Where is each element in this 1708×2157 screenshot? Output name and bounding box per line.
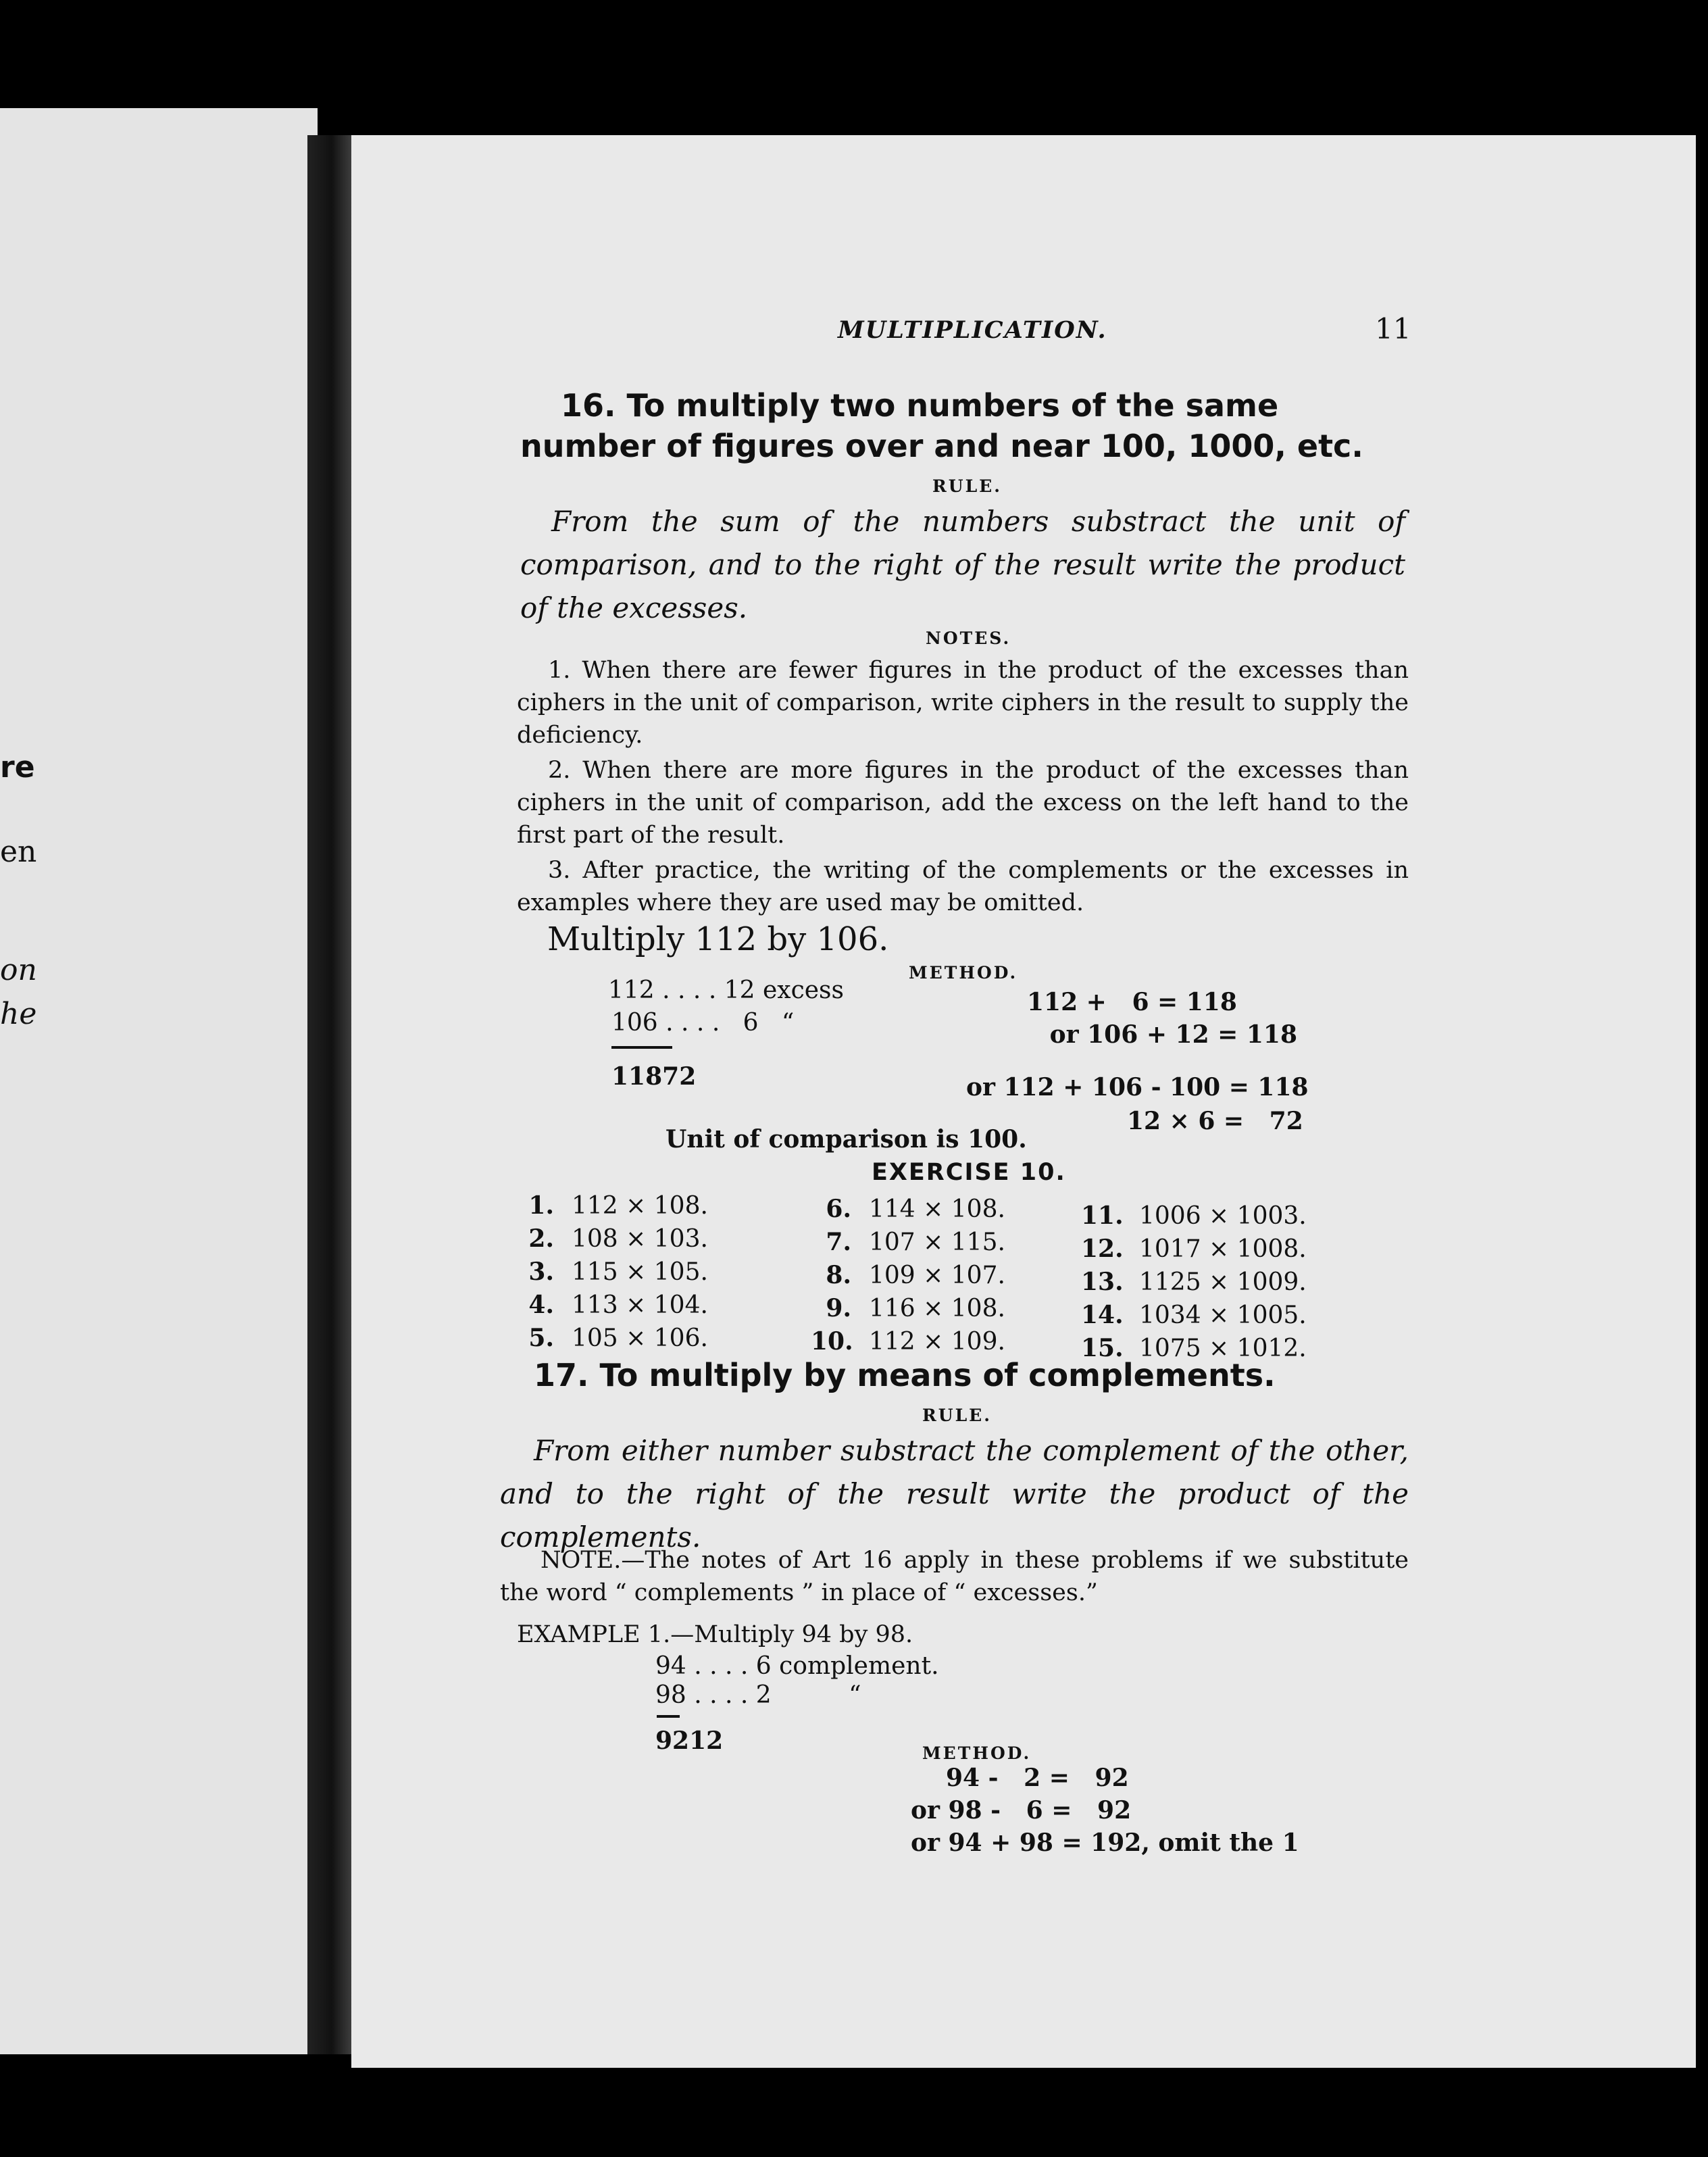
note-3: 3. After practice, the writing of the complements or the excesses in examples where they are used may be omitted. [517, 857, 1409, 916]
complement-work-line-1: 94 . . . . 6 complement. [655, 1652, 939, 1680]
exercise-expression: 1017 × 1008. [1139, 1235, 1307, 1263]
section-17-title: To multiply by means of complements. [599, 1357, 1276, 1393]
exercise-number: 5. [528, 1324, 554, 1352]
exercise-expression: 108 × 103. [572, 1225, 708, 1253]
exercise-expression: 107 × 115. [869, 1229, 1005, 1256]
section-16-method-label: METHOD. [909, 963, 1018, 983]
left-page [0, 108, 318, 2054]
work-underline [611, 1046, 672, 1049]
exercise-expression: 105 × 106. [572, 1324, 708, 1352]
exercise-item [811, 1325, 1005, 1358]
exercise-item [1081, 1199, 1307, 1233]
complement-work-result: 9212 [655, 1727, 724, 1755]
exercise-column-1 [513, 1189, 708, 1355]
exercise-number: 11. [1081, 1201, 1124, 1230]
exercise-column-2 [811, 1193, 1005, 1358]
exercise-number: 13. [1081, 1268, 1124, 1296]
section-17-rule-text: From either number substract the complement of the other, and to the right of the result write the product of the complements. [500, 1434, 1409, 1554]
exercise-number: 1. [528, 1191, 554, 1220]
complement-calc-1: 94 - 2 = 92 [946, 1764, 1129, 1792]
section-17-note: NOTE.—The notes of Art 16 apply in these problems if we substitute the word “ complements ” in place of “ excesses.” [500, 1547, 1409, 1606]
exercise-number: 14. [1081, 1301, 1124, 1329]
exercise-item [513, 1256, 708, 1289]
method-calc-1: 112 + 6 = 118 [1027, 988, 1237, 1016]
section-16-number: 16. [561, 387, 616, 424]
section-16-example-title: Multiply 112 by 106. [547, 920, 889, 958]
exercise-number: 8. [826, 1261, 851, 1289]
section-16-notes [517, 654, 1409, 922]
exercise-expression: 113 × 104. [572, 1291, 708, 1319]
exercise-expression: 109 × 107. [869, 1262, 1005, 1289]
exercise-number: 7. [826, 1228, 851, 1256]
exercise-number: 15. [1081, 1334, 1124, 1362]
complement-calc-3: or 94 + 98 = 192, omit the 1 [911, 1829, 1299, 1857]
left-page-fragment-2: en [0, 835, 37, 869]
running-title: MULTIPLICATION. [838, 316, 1107, 344]
complement-work-line-2: 98 . . . . 2 “ [655, 1681, 861, 1709]
exercise-number: 2. [528, 1224, 554, 1253]
exercise-expression: 112 × 109. [869, 1328, 1005, 1356]
exercise-number: 4. [528, 1291, 554, 1319]
work-result: 11872 [611, 1062, 697, 1091]
section-16-heading [520, 385, 1405, 466]
method-calc-4: 12 × 6 = 72 [1127, 1107, 1303, 1135]
section-17-method-label: METHOD. [922, 1743, 1032, 1763]
exercise-10-title: EXERCISE 10. [872, 1159, 1066, 1186]
section-16-notes-label: NOTES. [926, 628, 1011, 648]
exercise-item [513, 1322, 708, 1355]
exercise-item [811, 1292, 1005, 1325]
complement-calc-2: or 98 - 6 = 92 [911, 1796, 1132, 1825]
left-page-fragment-1: re [0, 750, 35, 785]
exercise-number: 6. [826, 1195, 851, 1223]
exercise-expression: 1034 × 1005. [1139, 1301, 1307, 1329]
work-line-2: 106 . . . . 6 “ [611, 1009, 795, 1037]
section-17-rule-label: RULE. [922, 1406, 992, 1425]
exercise-item [513, 1222, 708, 1256]
exercise-number: 3. [528, 1258, 554, 1286]
exercise-number: 9. [826, 1294, 851, 1322]
exercise-expression: 1125 × 1009. [1139, 1268, 1307, 1296]
exercise-item [811, 1193, 1005, 1226]
exercise-item [811, 1226, 1005, 1259]
left-page-fragment-3: on [0, 953, 37, 987]
exercise-number: 12. [1081, 1235, 1124, 1263]
page-number: 11 [1375, 312, 1411, 345]
exercise-expression: 114 × 108. [869, 1195, 1005, 1223]
exercise-item [811, 1259, 1005, 1292]
section-16-rule-label: RULE. [932, 476, 1002, 496]
method-calc-2: or 106 + 12 = 118 [1049, 1020, 1297, 1049]
exercise-item [1081, 1266, 1307, 1299]
section-17-number: 17. [534, 1357, 589, 1393]
book-page [351, 135, 1696, 2068]
section-17-heading [534, 1355, 1276, 1395]
note-1: 1. When there are fewer figures in the product of the excesses than ciphers in the unit of comparison, write ciphers in the result to supply the deficiency. [517, 657, 1409, 749]
complement-work-underline [657, 1715, 680, 1718]
exercise-expression: 1075 × 1012. [1139, 1335, 1307, 1362]
note-2: 2. When there are more figures in the product of the excesses than ciphers in the unit of comparison, add the excess on the left hand to the first part of the result. [517, 757, 1409, 849]
exercise-expression: 116 × 108. [869, 1295, 1005, 1322]
exercise-item [513, 1189, 708, 1222]
exercise-column-3 [1081, 1199, 1307, 1365]
exercise-item [1081, 1233, 1307, 1266]
method-calc-3: or 112 + 106 - 100 = 118 [966, 1073, 1309, 1101]
exercise-item [513, 1289, 708, 1322]
section-16-title: To multiply two numbers of the same number of figures over and near 100, 1000, etc. [520, 387, 1363, 464]
left-page-fragment-4: he [0, 997, 37, 1031]
exercise-number: 10. [811, 1327, 853, 1356]
section-16-rule-text: From the sum of the numbers substract the unit of comparison, and to the right of the result write the product of the excesses. [520, 505, 1405, 624]
exercise-expression: 115 × 105. [572, 1258, 708, 1286]
section-17-example-title: EXAMPLE 1.—Multiply 94 by 98. [517, 1621, 913, 1648]
exercise-item [1081, 1299, 1307, 1332]
exercise-expression: 1006 × 1003. [1139, 1202, 1307, 1230]
work-line-1: 112 . . . . 12 excess [608, 976, 844, 1004]
unit-of-comparison-note: Unit of comparison is 100. [665, 1125, 1027, 1154]
exercise-expression: 112 × 108. [572, 1192, 708, 1220]
